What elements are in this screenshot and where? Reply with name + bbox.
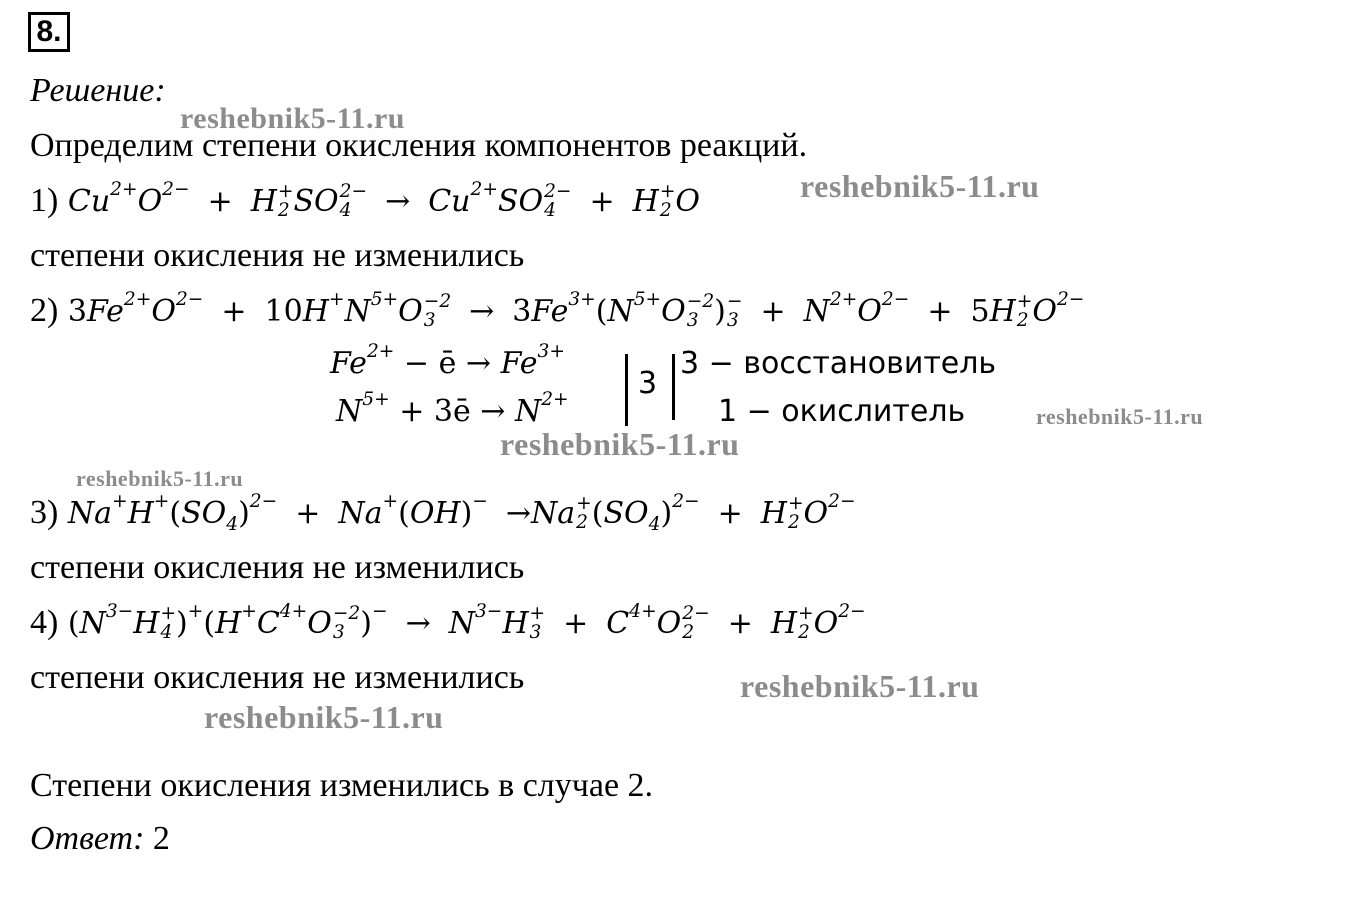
reaction-1: 1) $Cu^{2+}O^{2-} + H$ + 2 SO 2− 4 → $Cu^{2+}SO$ 2− 4 + H + 2 O (30, 179, 701, 222)
answer-value: 2 (152, 820, 170, 857)
watermark-5: reshebnik5-11.ru (76, 466, 244, 491)
watermark-6: reshebnik5-11.ru (740, 668, 980, 704)
watermark-1: reshebnik5-11.ru (180, 102, 405, 135)
watermark-2: reshebnik5-11.ru (800, 168, 1040, 204)
balance-oxidizer-label: 1 − окислитель (718, 394, 966, 429)
note-unchanged-1: степени окисления не изменились (30, 237, 525, 274)
watermark-4: reshebnik5-11.ru (500, 426, 740, 462)
balance-bar-right (672, 354, 675, 420)
balance-reducer-label: 3 − восстановитель (680, 346, 997, 381)
reaction-2: 2) $3Fe^{2+}O^{2-} + 10H^+N^{5+}O$ −2 3 → $3Fe^{3+}(N^{5+}O$ −2 3 ) − 3 + $N^{2+}O^{2-} + 5H$ + 2 $O^{2-}$ (30, 289, 1085, 332)
solution-heading: Решение: (30, 72, 166, 109)
reaction-4: 4) ($N^{3-}H$ + 4 )$^+(H^+C^{4+}O$ −2 3 )$^- \to N^{3-}H$ + 3 + $C^{4+}O$ 2− 2 + H + 2 $O^{2-}$ (30, 601, 866, 644)
answer-line (30, 820, 170, 858)
note-unchanged-4: степени окисления не изменились (30, 659, 525, 696)
reaction-3: 3) $Na^+H^+(SO_4)^{2-} + Na^+(OH)^- \to Na$ + 2 $(SO_4)^{2-} + H$ + 2 $O^{2-}$ (30, 491, 856, 535)
note-unchanged-3: степени окисления не изменились (30, 549, 525, 586)
watermark-7: reshebnik5-11.ru (204, 699, 444, 735)
balance-bar-left (625, 354, 628, 426)
balance-line-1: $Fe^{2+}$ − ē → $Fe^{3+}$ (330, 341, 565, 381)
balance-factor: 3 (638, 366, 658, 401)
watermark-3: reshebnik5-11.ru (1036, 404, 1204, 429)
answer-label: Ответ: (30, 820, 145, 857)
intro-text: Определим степени окисления компонентов реакций. (30, 127, 808, 164)
task-number: 8. (28, 12, 70, 52)
balance-line-2: $N^{5+}$ + 3ē → $N^{2+}$ (336, 389, 569, 429)
conclusion-text: Степени окисления изменились в случае 2. (30, 767, 654, 804)
